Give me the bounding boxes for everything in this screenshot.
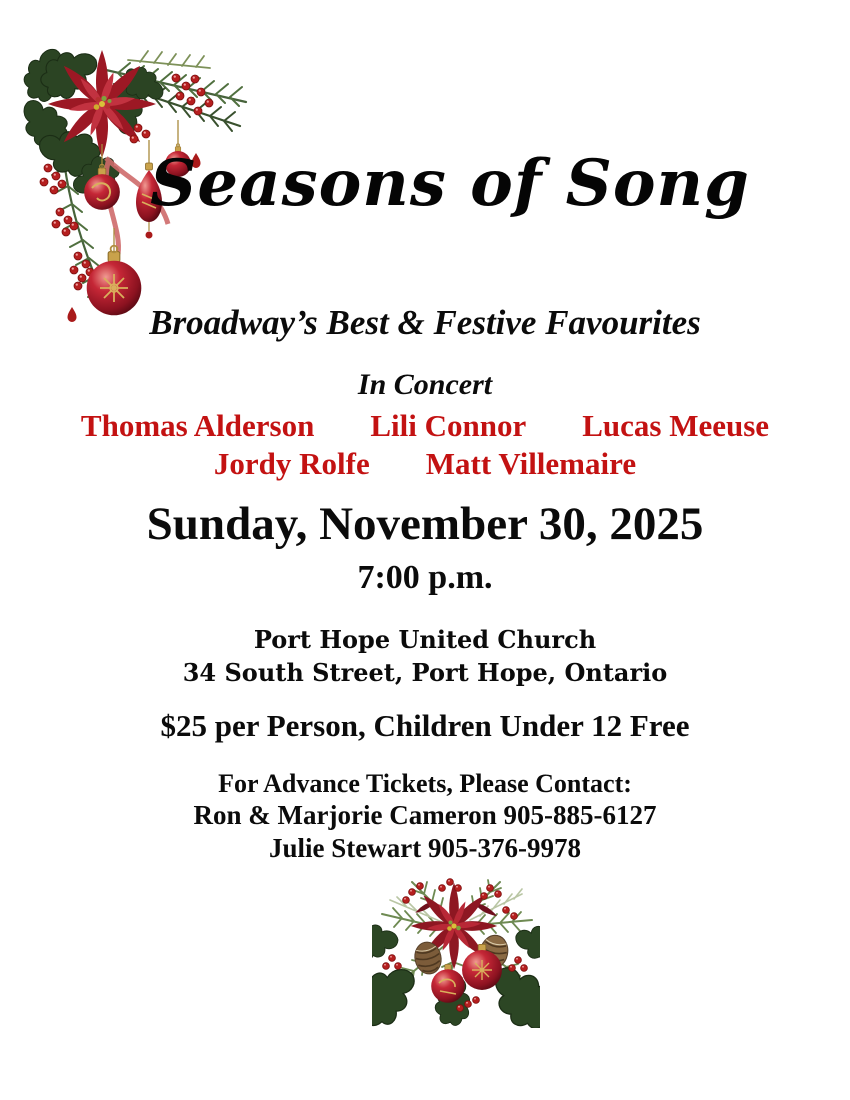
venue-name: Port Hope United Church <box>253 625 597 654</box>
event-time: 7:00 p.m. <box>357 559 493 596</box>
event-date: Sunday, November 30, 2025 <box>146 498 704 550</box>
tickets-contact-heading: For Advance Tickets, Please Contact: <box>218 769 632 798</box>
venue-address: 34 South Street, Port Hope, Ontario <box>182 658 668 687</box>
performer-name: Lili Connor <box>370 408 527 443</box>
performer-name: Lucas Meeuse <box>582 408 770 443</box>
bottom-poinsettia-decoration <box>372 870 540 1033</box>
performer-name: Thomas Alderson <box>80 408 315 443</box>
performer-name: Jordy Rolfe <box>213 446 370 481</box>
performers-row-1 <box>0 408 850 444</box>
performer-name: Matt Villemaire <box>425 446 637 481</box>
contact-line: Ron & Marjorie Cameron 905-885-6127 <box>193 800 657 830</box>
ticket-price: $25 per Person, Children Under 12 Free <box>160 708 690 743</box>
contact-line: Julie Stewart 905-376-9978 <box>269 833 581 863</box>
poster-title: Seasons of Song <box>150 146 750 221</box>
in-concert-label: In Concert <box>357 368 493 401</box>
performers-row-2 <box>0 446 850 482</box>
poster-subtitle: Broadway’s Best & Festive Favourites <box>149 303 701 342</box>
